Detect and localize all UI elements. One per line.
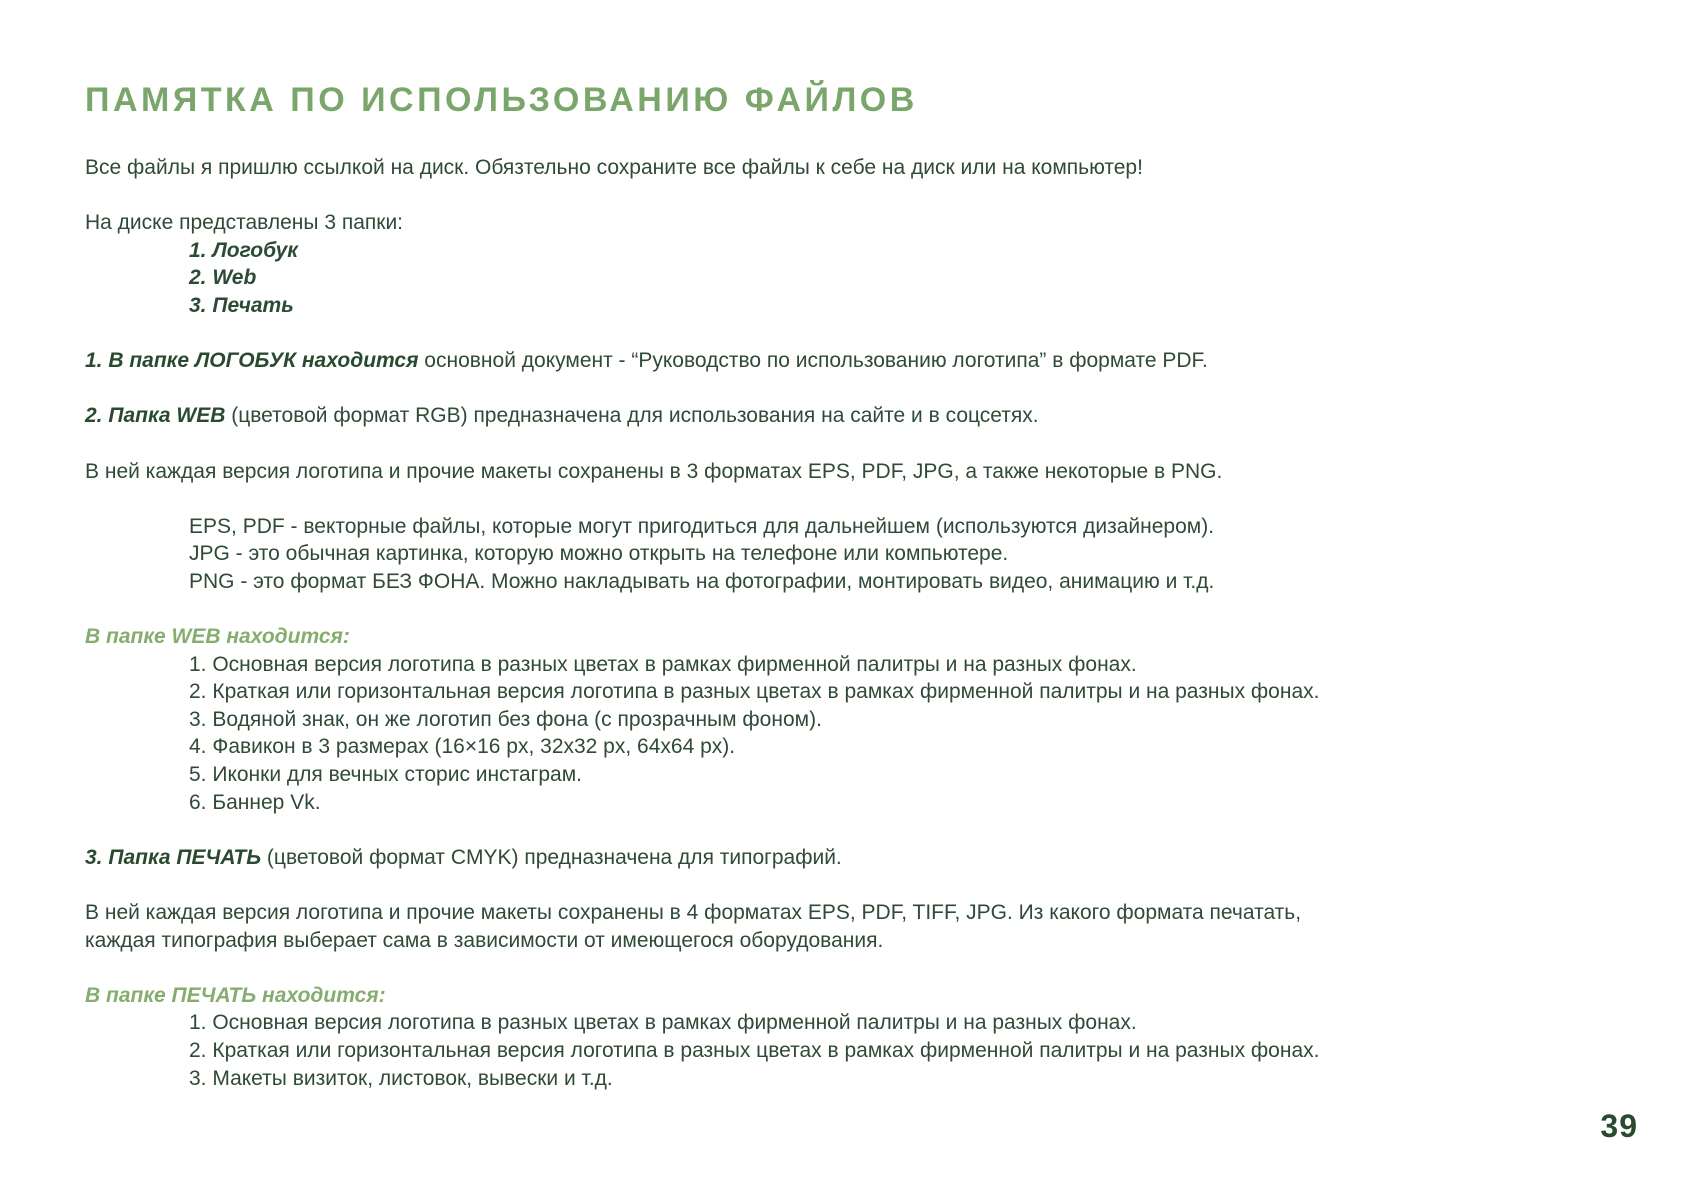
format-note-jpg: JPG - это обычная картинка, которую можно открыть на телефоне или компьютере. bbox=[189, 542, 1009, 566]
section-web bbox=[85, 402, 1645, 430]
section-print bbox=[85, 844, 1645, 872]
print-contents-heading: В папке ПЕЧАТЬ находится: bbox=[85, 983, 386, 1007]
folder-item-print: 3. Печать bbox=[189, 293, 294, 317]
web-contents-item: 5. Иконки для вечных сторис инстаграм. bbox=[189, 763, 582, 787]
page-number: 39 bbox=[1600, 1108, 1638, 1144]
web-contents-heading: В папке WEB находится: bbox=[85, 625, 350, 649]
web-contents-item: 6. Баннер Vk. bbox=[189, 790, 321, 814]
web-contents-item: 4. Фавикон в 3 размерах (16×16 px, 32x32 px, 64x64 px). bbox=[189, 735, 736, 759]
web-formats-paragraph: В ней каждая версия логотипа и прочие макеты сохранены в 3 форматах EPS, PDF, JPG, а также некоторые в PNG. bbox=[85, 459, 1223, 483]
web-contents-item: 2. Краткая или горизонтальная версия логотипа в разных цветах в рамках фирменной палитры и на разных фонах. bbox=[189, 680, 1320, 704]
section-print-heading: 3. Папка ПЕЧАТЬ bbox=[85, 845, 262, 869]
print-formats-line-1: В ней каждая версия логотипа и прочие макеты сохранены в 4 форматах EPS, PDF, TIFF, JPG. Из какого формата печатать, bbox=[85, 901, 1302, 925]
format-note-png: PNG - это формат БЕЗ ФОНА. Можно накладывать на фотографии, монтировать видео, анимацию и т.д. bbox=[189, 569, 1215, 593]
page-title: ПАМЯТКА ПО ИСПОЛЬЗОВАНИЮ ФАЙЛОВ bbox=[85, 81, 918, 119]
print-formats-line-2: каждая типография выберает сама в зависимости от имеющегося оборудования. bbox=[85, 928, 884, 952]
format-note-eps-pdf: EPS, PDF - векторные файлы, которые могут пригодиться для дальнейшем (используются дизайнером). bbox=[189, 514, 1215, 538]
section-logobook-text: основной документ - “Руководство по использованию логотипа” в формате PDF. bbox=[418, 349, 1208, 373]
section-web-text: (цветовой формат RGB) предназначена для использования на сайте и в соцсетях. bbox=[225, 404, 1039, 428]
section-web-heading: 2. Папка WEB bbox=[85, 404, 226, 428]
folder-item-logobook: 1. Логобук bbox=[189, 238, 298, 262]
document-page bbox=[85, 72, 1645, 1092]
section-logobook bbox=[85, 347, 1645, 375]
section-print-text: (цветовой формат CMYK) предназначена для типографий. bbox=[261, 845, 842, 869]
folders-intro: На диске представлены 3 папки: bbox=[85, 211, 404, 235]
web-contents-item: 3. Водяной знак, он же логотип без фона (с прозрачным фоном). bbox=[189, 707, 822, 731]
section-logobook-heading: 1. В папке ЛОГОБУК находится bbox=[85, 349, 419, 373]
print-contents-item: 2. Краткая или горизонтальная версия логотипа в разных цветах в рамках фирменной палитры и на разных фонах. bbox=[189, 1039, 1320, 1062]
intro-paragraph: Все файлы я пришлю ссылкой на диск. Обязтельно сохраните все файлы к себе на диск или на компьютер! bbox=[85, 156, 1143, 179]
web-contents-item: 1. Основная версия логотипа в разных цветах в рамках фирменной палитры и на разных фонах. bbox=[189, 652, 1137, 676]
print-contents-item: 1. Основная версия логотипа в разных цветах в рамках фирменной палитры и на разных фонах. bbox=[189, 1011, 1137, 1035]
print-contents-item: 3. Макеты визиток, листовок, вывески и т.д. bbox=[189, 1066, 613, 1090]
folder-item-web: 2. Web bbox=[189, 266, 257, 290]
